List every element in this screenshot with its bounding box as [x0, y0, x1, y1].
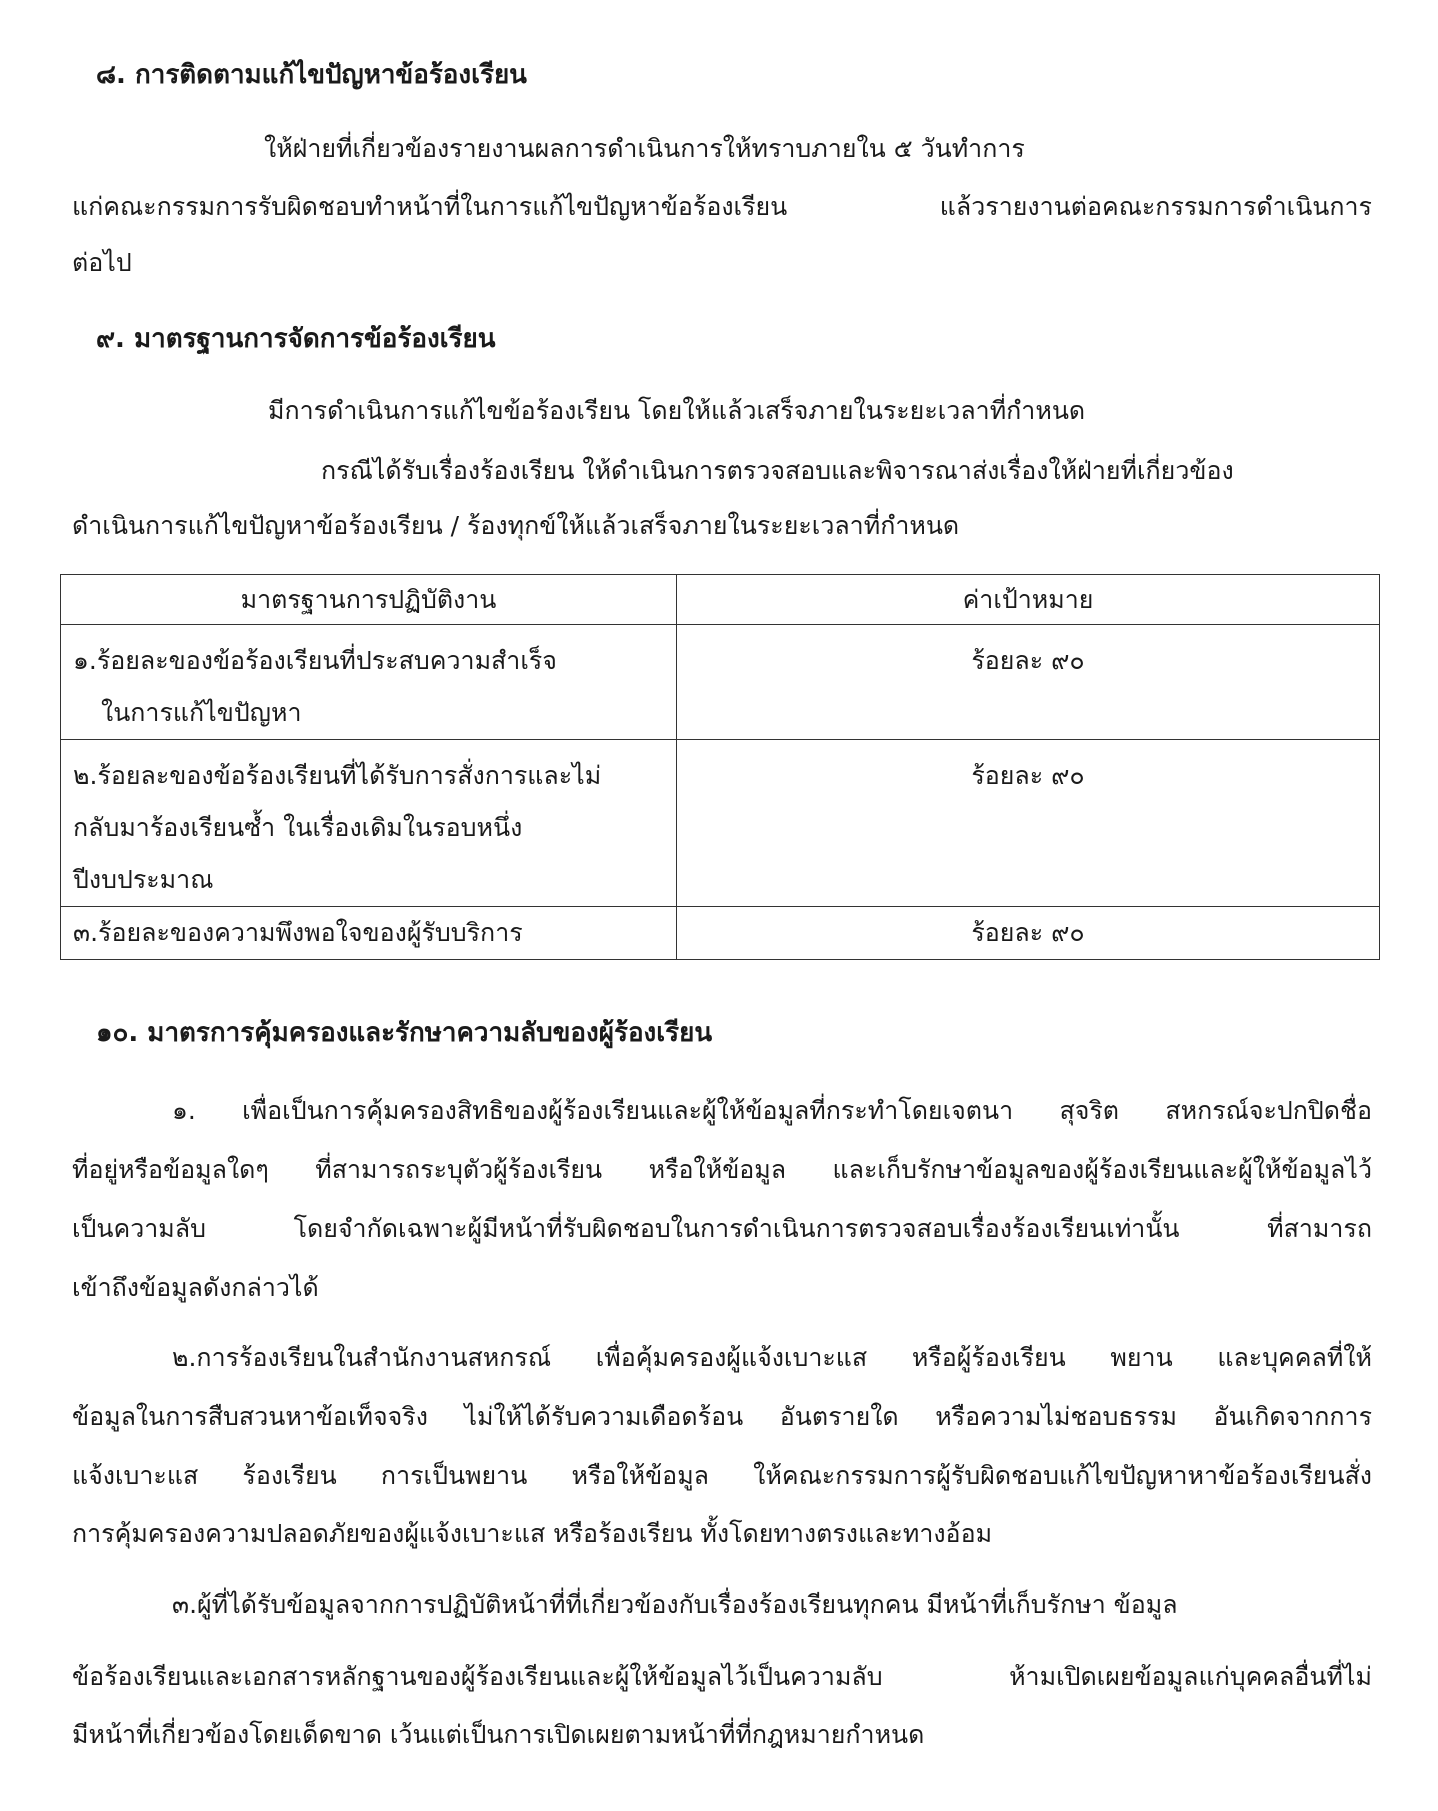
standard-text: ปีงบประมาณ: [73, 865, 214, 894]
section-10-p3-line-3: มีหน้าที่เกี่ยวข้องโดยเด็ดขาด เว้นแต่เป็นการเปิดเผยตามหน้าที่ที่กฎหมายกำหนด: [72, 1720, 925, 1749]
section-10-p3-line-2: ข้อร้องเรียนและเอกสารหลักฐานของผู้ร้องเรียนและผู้ให้ข้อมูลไว้เป็นความลับ ห้ามเปิดเผยข้อมูลแก่บุคคลอื่นที่ไม่: [72, 1662, 1372, 1691]
target-cell: ร้อยละ ๙๐: [677, 740, 1380, 907]
table-row: [61, 625, 1380, 740]
target-cell: ร้อยละ ๙๐: [677, 907, 1380, 960]
section-10-p1-line-1: ๑. เพื่อเป็นการคุ้มครองสิทธิของผู้ร้องเรียนและผู้ให้ข้อมูลที่กระทำโดยเจตนา สุจริต สหกรณ์จะปกปิดชื่อ: [172, 1096, 1372, 1125]
table-row: [61, 907, 1380, 960]
section-8-heading: ๘. การติดตามแก้ไขปัญหาข้อร้องเรียน: [96, 60, 527, 90]
section-10-p2-line-3: แจ้งเบาะแส ร้องเรียน การเป็นพยาน หรือให้ข้อมูล ให้คณะกรรมการผู้รับผิดชอบแก้ไขปัญหาหาข้อร้องเรียนสั่ง: [72, 1461, 1372, 1490]
section-10-p1-line-3: เป็นความลับ โดยจำกัดเฉพาะผู้มีหน้าที่รับผิดชอบในการดำเนินการตรวจสอบเรื่องร้องเรียนเท่านั้น ที่สามารถ: [72, 1214, 1372, 1243]
section-10-p3-line-1: ๓.ผู้ที่ได้รับข้อมูลจากการปฏิบัติหน้าที่ที่เกี่ยวข้องกับเรื่องร้องเรียนทุกคน มีหน้าที่เก็บรักษา ข้อมูล: [172, 1590, 1178, 1619]
section-9-heading: ๙. มาตรฐานการจัดการข้อร้องเรียน: [96, 324, 496, 354]
table-row: [61, 740, 1380, 907]
section-10-p1-line-2: ที่อยู่หรือข้อมูลใดๆ ที่สามารถระบุตัวผู้ร้องเรียน หรือให้ข้อมูล และเก็บรักษาข้อมูลของผู้ร้องเรียนและผู้ให้ข้อมูลไว้: [72, 1155, 1372, 1184]
section-10-p2-line-2: ข้อมูลในการสืบสวนหาข้อเท็จจริง ไม่ให้ได้รับความเดือดร้อน อันตรายใด หรือความไม่ชอบธรรม อันเกิดจากการ: [72, 1402, 1372, 1431]
section-8-line-3: ต่อไป: [72, 248, 132, 277]
section-9-line-1: มีการดำเนินการแก้ไขข้อร้องเรียน โดยให้แล้วเสร็จภายในระยะเวลาที่กำหนด: [268, 396, 1086, 425]
header-standard: มาตรฐานการปฏิบัติงาน: [61, 575, 677, 625]
section-10-p2-line-4: การคุ้มครองความปลอดภัยของผู้แจ้งเบาะแส หรือร้องเรียน ทั้งโดยทางตรงและทางอ้อม: [72, 1519, 993, 1548]
section-10-p2-line-1: ๒.การร้องเรียนในสำนักงานสหกรณ์ เพื่อคุ้มครองผู้แจ้งเบาะแส หรือผู้ร้องเรียน พยาน และบุคคลที่ให้: [172, 1343, 1372, 1372]
standard-cell: [61, 625, 677, 740]
section-8-line-2: แก่คณะกรรมการรับผิดชอบทำหน้าที่ในการแก้ไขปัญหาข้อร้องเรียน แล้วรายงานต่อคณะกรรมการดำเนินการ: [72, 192, 1372, 221]
target-cell: ร้อยละ ๙๐: [677, 625, 1380, 740]
header-target: ค่าเป้าหมาย: [677, 575, 1380, 625]
section-8-line-1: ให้ฝ่ายที่เกี่ยวข้องรายงานผลการดำเนินการให้ทราบภายใน ๕ วันทำการ: [264, 134, 1025, 163]
section-10-heading: ๑๐. มาตรการคุ้มครองและรักษาความลับของผู้ร้องเรียน: [96, 1018, 713, 1048]
standard-text: ในการแก้ไขปัญหา: [101, 698, 302, 727]
section-10-p1-line-4: เข้าถึงข้อมูลดังกล่าวได้: [72, 1273, 319, 1302]
standard-text: ๒.ร้อยละของข้อร้องเรียนที่ได้รับการสั่งการและไม่: [73, 761, 602, 790]
section-9-line-3: ดำเนินการแก้ไขปัญหาข้อร้องเรียน / ร้องทุกข์ให้แล้วเสร็จภายในระยะเวลาที่กำหนด: [72, 511, 960, 540]
standard-text: ๓.ร้อยละของความพึงพอใจของผู้รับบริการ: [73, 918, 523, 947]
standard-text: กลับมาร้องเรียนซ้ำ ในเรื่องเดิมในรอบหนึ่ง: [73, 813, 523, 842]
standard-text: ๑.ร้อยละของข้อร้องเรียนที่ประสบความสำเร็จ: [73, 646, 557, 675]
standard-cell: [61, 740, 677, 907]
table-header-row: [61, 575, 1380, 625]
section-9-line-2: กรณีได้รับเรื่องร้องเรียน ให้ดำเนินการตรวจสอบและพิจารณาส่งเรื่องให้ฝ่ายที่เกี่ยวข้อง: [321, 456, 1234, 485]
standard-cell: [61, 907, 677, 960]
standards-table: [60, 574, 1380, 960]
